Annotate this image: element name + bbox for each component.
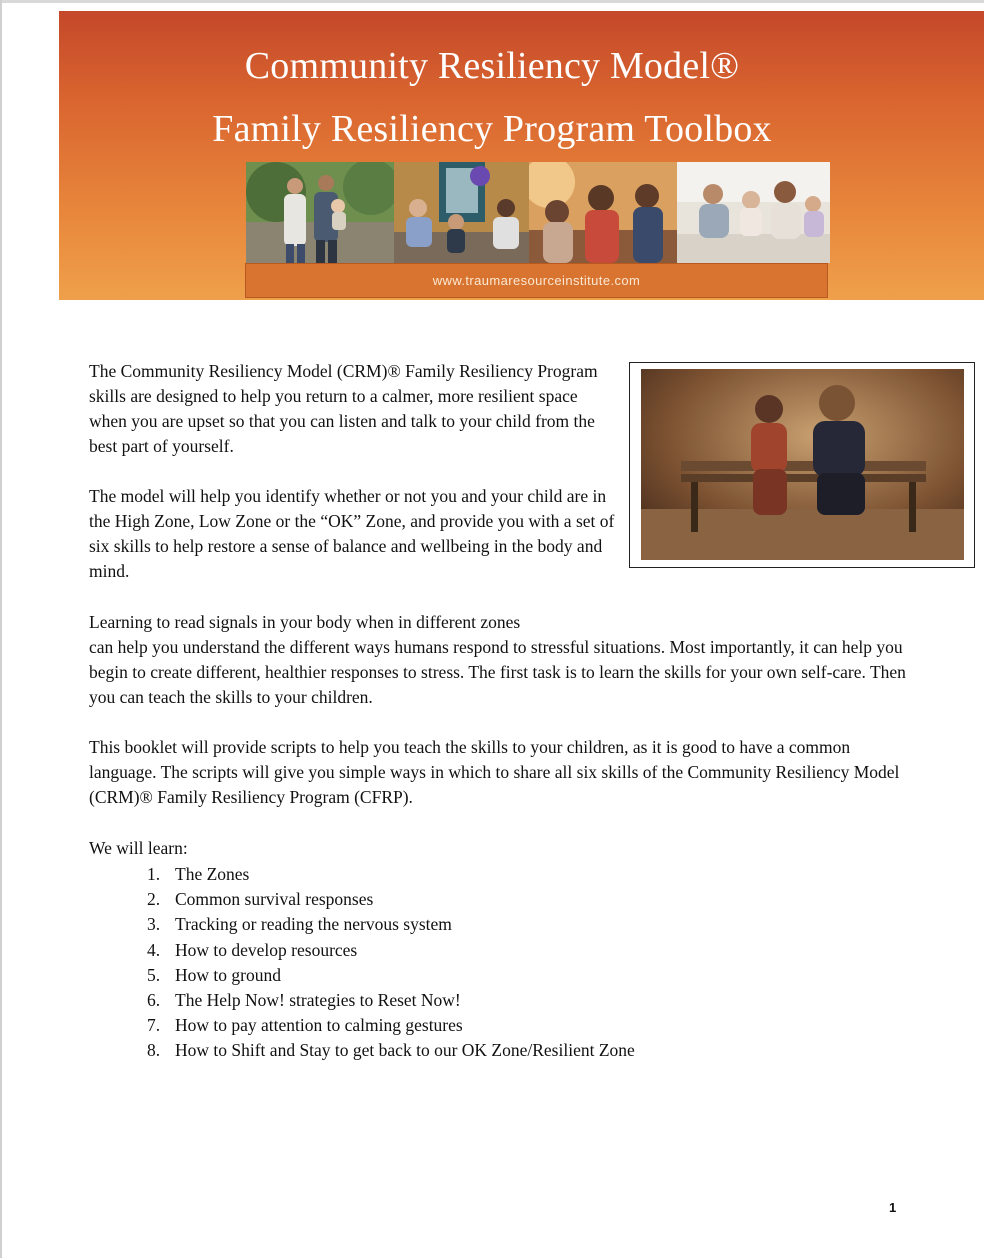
header-title-line1: Community Resiliency Model® (244, 45, 740, 87)
list-item-text: Common survival responses (175, 889, 374, 910)
page-number: 1 (889, 1200, 897, 1215)
page-top-edge (0, 0, 984, 3)
photo-family-park (246, 162, 394, 263)
list-item (147, 862, 635, 887)
list-item-number: 1. (147, 864, 161, 884)
list-item-text: How to ground (175, 964, 281, 985)
header-title-line2: Family Resiliency Program Toolbox (212, 108, 772, 150)
intro-paragraph-3-rest: can help you understand the different ways humans respond to stressful situations. Most importantly, it can help you begin to create different, healthier responses to stress. The first task is to learn the skills for your own self-care. Then you can teach the skills to your children. (89, 637, 906, 707)
family-photo-strip (246, 162, 830, 263)
list-item-text: How to develop resources (175, 939, 358, 960)
list-item (147, 963, 635, 988)
list-item-text: How to pay attention to calming gestures (175, 1015, 463, 1036)
list-item-number: 8. (147, 1040, 161, 1061)
list-item-text: The Zones (175, 864, 250, 884)
page-left-edge (0, 0, 2, 1258)
bench-photo-frame (629, 362, 975, 568)
intro-paragraph-4: This booklet will provide scripts to help you teach the skills to your children, as it is good to have a common language. The scripts will give you simple ways in which to share all six skills of the Community Resiliency Model (CRM)® Family Resiliency Program (CFRP). (89, 737, 900, 807)
list-item (147, 988, 635, 1013)
list-item (147, 912, 635, 937)
intro-paragraph-2: The model will help you identify whether or not you and your child are in the High Zone, Low Zone or the “OK” Zone, and provide you with a set of six skills to help restore a sense of balance and wellbeing in the body and mind. (89, 486, 615, 581)
photo-family-living-room (677, 162, 830, 263)
learn-heading: We will learn: (89, 838, 188, 858)
list-item-number: 2. (147, 889, 161, 910)
intro-paragraph-3 (89, 610, 909, 710)
photo-family-porch (394, 162, 529, 263)
photo-mother-daughter-bench (641, 369, 964, 560)
intro-paragraph-1: The Community Resiliency Model (CRM)® Family Resiliency Program skills are designed to help you return to a calmer, more resilient space when you are upset so that you can listen and talk to your child from the best part of yourself. (89, 361, 598, 456)
list-item (147, 1013, 635, 1038)
list-item-number: 7. (147, 1015, 161, 1036)
list-item (147, 938, 635, 963)
list-item-text: The Help Now! strategies to Reset Now! (175, 990, 461, 1011)
list-item (147, 887, 635, 912)
website-url-bar[interactable]: www.traumaresourceinstitute.com (245, 263, 828, 298)
list-item-text: How to Shift and Stay to get back to our OK Zone/Resilient Zone (175, 1040, 635, 1061)
list-item-text: Tracking or reading the nervous system (175, 914, 452, 935)
learn-list (147, 862, 635, 1064)
intro-paragraph-3-line1: Learning to read signals in your body when in different zones (89, 612, 521, 632)
list-item-number: 5. (147, 964, 161, 985)
list-item-number: 6. (147, 990, 161, 1011)
list-item-number: 3. (147, 914, 161, 935)
photo-family-outdoors (529, 162, 677, 263)
list-item (147, 1038, 635, 1063)
list-item-number: 4. (147, 939, 161, 960)
